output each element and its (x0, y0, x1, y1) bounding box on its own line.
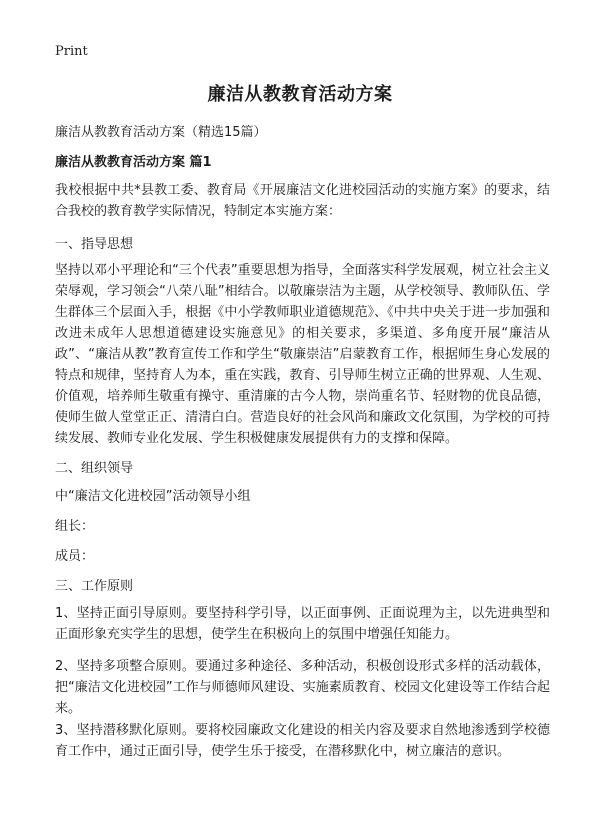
leadership-group: 中“廉洁文化进校园”活动领导小组 (55, 489, 251, 504)
section-title: 廉洁从教教育活动方案 篇1 (55, 155, 212, 170)
principle-3: 3、坚持潜移默化原则。要将校园廉政文化建设的相关内容及要求自然地渗透到学校德育工作中，通过正面引导，使学生乐于接受，在潜移默化中，树立廉洁的意识。 (55, 723, 550, 759)
principle-2: 2、坚持多项整合原则。要通过多种途径、多种活动，积极创设形式多样的活动载体，把“廉洁文化进校园”工作与师德师风建设、实施素质教育、校园文化建设等工作结合起来。 (55, 659, 550, 716)
page-title: 廉洁从教教育活动方案 (207, 84, 393, 105)
intro-paragraph: 我校根据中共*县教工委、教育局《开展廉洁文化进校园活动的实施方案》的要求，结合我校的教育教学实际情况，特制定本实施方案： (55, 183, 550, 219)
group-leader: 组长： (55, 519, 95, 534)
heading-guiding-ideology: 一、指导思想 (55, 237, 134, 252)
subtitle: 廉洁从教教育活动方案（精选15篇） (55, 125, 267, 140)
heading-organization: 二、组织领导 (55, 461, 134, 476)
group-members: 成员： (55, 549, 95, 564)
principle-1: 1、坚持正面引导原则。要坚持科学引导，以正面事例、正面说理为主，以先进典型和正面形象充实学生的思想，使学生在积极向上的氛围中增强任知能力。 (55, 606, 550, 642)
guiding-ideology-paragraph: 坚持以邓小平理论和“三个代表”重要思想为指导，全面落实科学发展观，树立社会主义荣辱观，学习领会“八荣八耻”相结合。以敬廉崇洁为主题，从学校领导、教师队伍、学生群体三个层面入手，根据《中小学教师职业道德规范》、《中共中央关于进一步加强和改进未成年人思想道德建设实施意见》的相关要求，多渠道、多角度开展“廉洁从政”、“廉洁从教”教育宣传工作和学生“敬廉崇洁”启蒙教育工作，根据师生身心发展的特点和规律，坚持育人为本，重在实践，教育、引导师生树立正确的世界观、人生观、价值观，培养师生敬重有操守、重清廉的古今人物，崇尚重名节、轻财物的优良品德，使师生做人堂堂正正、清清白白。营造良好的社会风尚和廉政文化氛围，为学校的可持续发展、教师专业化发展、学生积极健康发展提供有力的支撑和保障。 (55, 263, 550, 446)
heading-work-principles: 三、工作原则 (55, 579, 134, 594)
print-link[interactable]: Print (55, 44, 88, 59)
